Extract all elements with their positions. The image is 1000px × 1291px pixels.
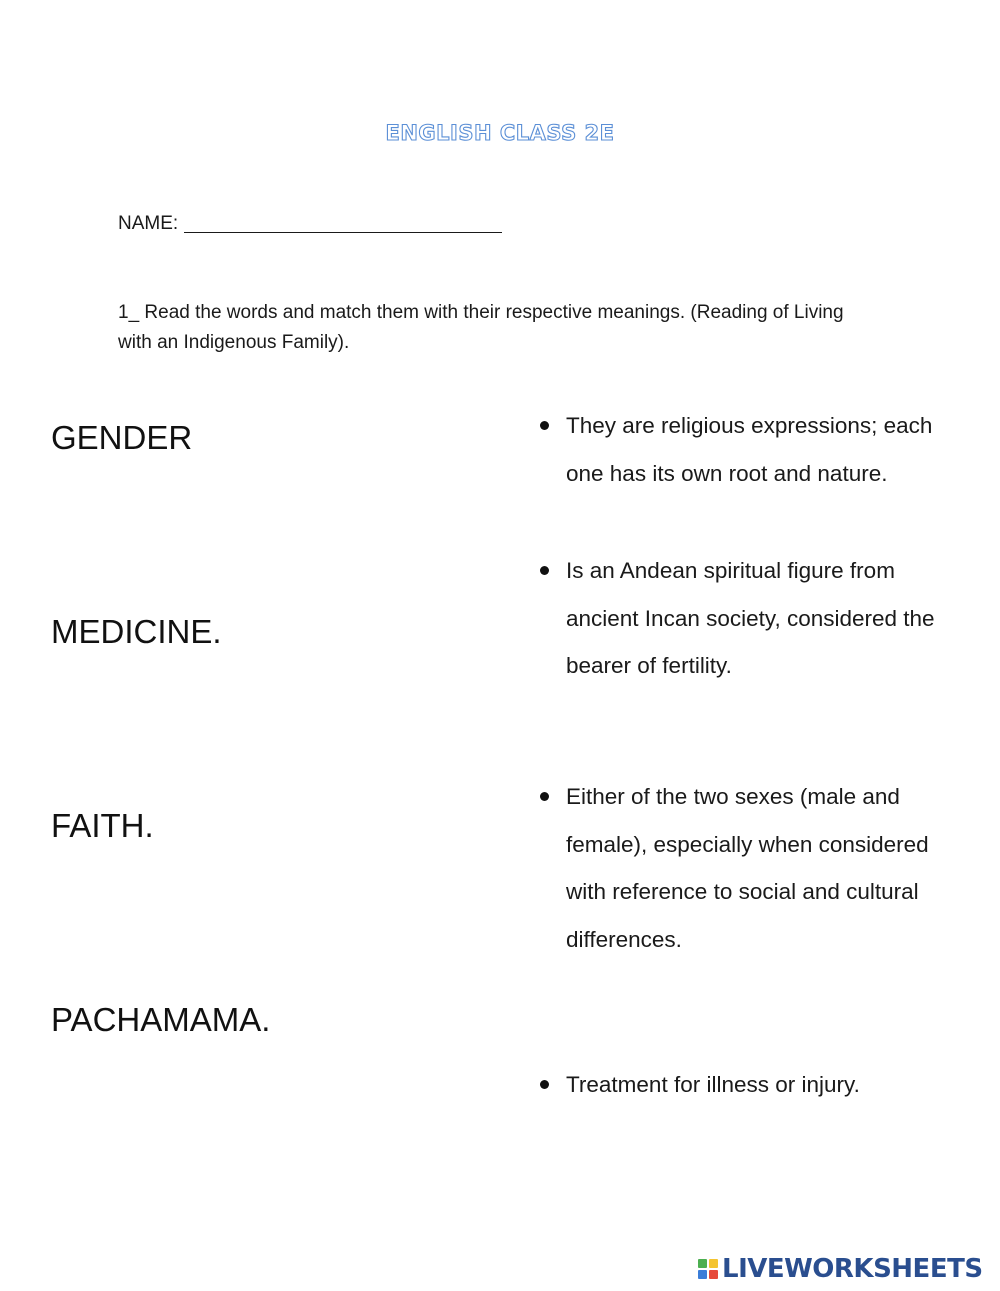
name-label: NAME: (118, 213, 179, 234)
logo-text: LIVEWORKSHEETS (722, 1254, 983, 1284)
definition-item[interactable] (540, 547, 970, 690)
word-medicine[interactable]: MEDICINE. (51, 613, 222, 650)
word-faith[interactable]: FAITH. (51, 807, 154, 844)
logo-block (709, 1259, 718, 1268)
bullet-icon (540, 792, 549, 801)
definition-item[interactable] (540, 1061, 970, 1109)
logo-block (698, 1259, 707, 1268)
instructions-text: 1_ Read the words and match them with their respective meanings. (Reading of Living with an Indigenous Family). (118, 302, 844, 353)
name-field (118, 212, 502, 235)
worksheet-title: ENGLISH CLASS 2E (385, 121, 615, 145)
definition-text: Either of the two sexes (male and female), especially when considered with reference to social and cultural differences. (566, 784, 929, 952)
word-pachamama[interactable]: PACHAMAMA. (51, 1001, 271, 1038)
logo-block (698, 1270, 707, 1279)
definition-item[interactable] (540, 402, 970, 497)
name-blank-line[interactable] (184, 212, 502, 233)
bullet-icon (540, 566, 549, 575)
logo-blocks-icon (698, 1259, 718, 1279)
definition-text: They are religious expressions; each one has its own root and nature. (566, 413, 933, 486)
definition-item[interactable] (540, 773, 970, 963)
definition-text: Is an Andean spiritual figure from ancient Incan society, considered the bearer of fertility. (566, 558, 935, 678)
definition-text: Treatment for illness or injury. (566, 1072, 860, 1097)
bullet-icon (540, 1080, 549, 1089)
word-gender[interactable]: GENDER (51, 419, 193, 456)
bullet-icon (540, 421, 549, 430)
logo-block (709, 1270, 718, 1279)
liveworksheets-logo (698, 1254, 983, 1284)
